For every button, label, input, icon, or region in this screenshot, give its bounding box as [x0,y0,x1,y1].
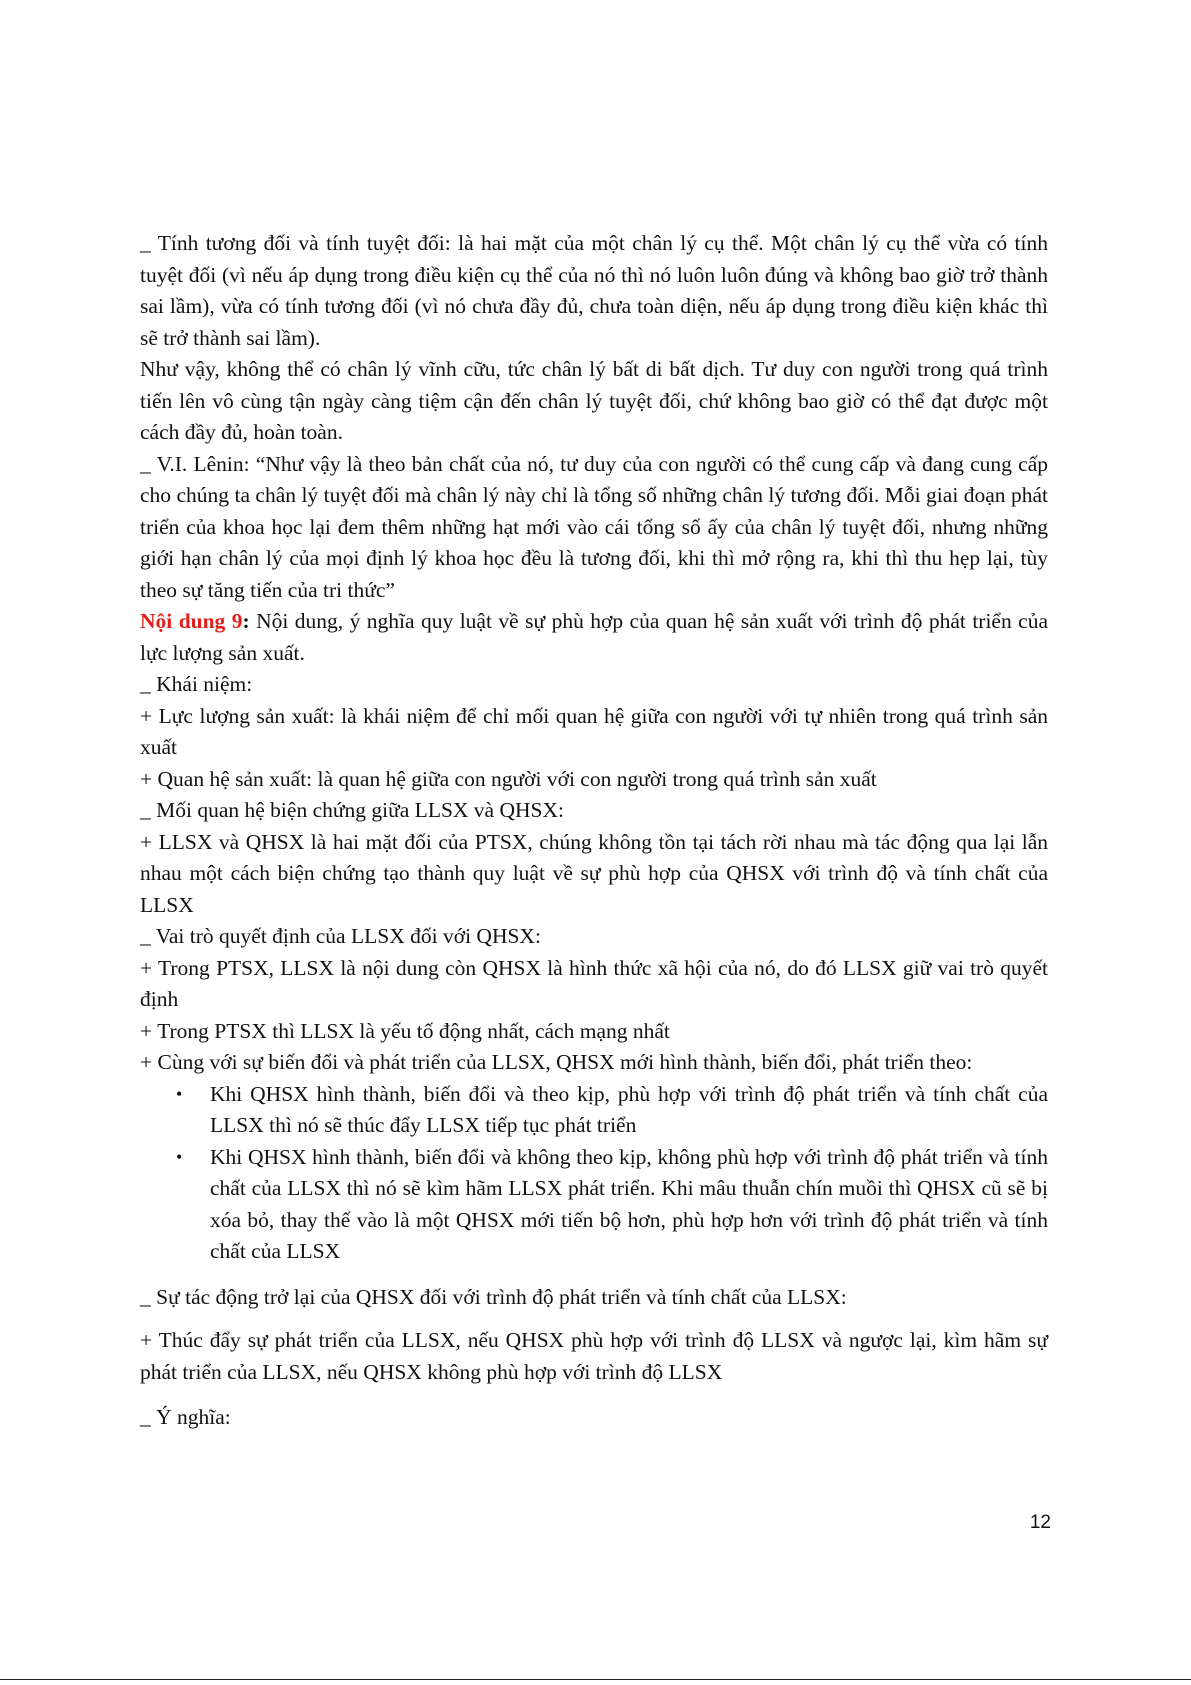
section-heading [140,606,1048,669]
paragraph-feedback-heading: _ Sự tác động trở lại của QHSX đối với trình độ phát triển và tính chất của LLSX: [140,1284,847,1309]
section-label: Nội dung 9 [140,609,243,633]
paragraph-decisive-role-heading: _ Vai trò quyết định của LLSX đối với QHSX: [140,924,541,948]
list-item-text: Khi QHSX hình thành, biến đổi và theo kịp, phù hợp với trình độ phát triển và tính chất của LLSX thì nó sẽ thúc đẩy LLSX tiếp tục phát triển [210,1081,1048,1137]
paragraph-meaning-heading: _ Ý nghĩa: [140,1405,231,1429]
page-body [140,228,1048,1434]
paragraph-eternal-truth: Như vậy, không thể có chân lý vĩnh cữu, tức chân lý bất di bất dịch. Tư duy con người trong quá trình tiến lên vô cùng tận ngày càng tiệm cận đến chân lý tuyệt đối, chứ không bao giờ có thể đạt được một cách đầy đủ, hoàn toàn. [140,357,1048,444]
paragraph-lenin-quote: _ V.I. Lênin: “Như vậy là theo bản chất của nó, tư duy của con người có thể cung cấp và đang cung cấp cho chúng ta chân lý tuyệt đối mà chân lý này chỉ là tổng số những chân lý tương đối. Mỗi giai đoạn phát triển của khoa học lại đem thêm những hạt mới vào cái tổng số ấy của chân lý tuyệt đối, nhưng những giới hạn chân lý của mọi định lý khoa học đều là tương đối, khi thì mở rộng ra, khi thì thu hẹp lại, tùy theo sự tăng tiến của tri thức” [140,451,1048,602]
bullet-icon: • [176,1083,183,1104]
bullet-icon: • [176,1146,183,1167]
paragraph-dialectic-heading: _ Mối quan hệ biện chứng giữa LLSX và QHSX: [140,798,564,822]
paragraph-change-together: + Cùng với sự biến đổi và phát triển của LLSX, QHSX mới hình thành, biến đổi, phát triển theo: [140,1050,973,1074]
paragraph-relative-absolute: _ Tính tương đối và tính tuyệt đối: là hai mặt của một chân lý cụ thể. Một chân lý cụ thể vừa có tính tuyệt đối (vì nếu áp dụng trong điều kiện cụ thể của nó thì nó luôn luôn đúng và không bao giờ trở thành sai lầm), vừa có tính tương đối (vì nó chưa đầy đủ, chưa toàn diện, nếu áp dụng trong điều kiện khác thì sẽ trở thành sai lầm). [140,231,1048,350]
paragraph-most-dynamic: + Trong PTSX thì LLSX là yếu tố động nhất, cách mạng nhất [140,1018,670,1043]
page-number: 12 [1029,1512,1051,1533]
footer-divider [0,1679,1191,1680]
bullet-list [140,1079,1048,1268]
list-item [176,1079,1048,1142]
paragraph-content-form: + Trong PTSX, LLSX là nội dung còn QHSX là hình thức xã hội của nó, do đó LLSX giữ vai trò quyết định [140,955,1048,1011]
list-item-text: Khi QHSX hình thành, biến đổi và không theo kịp, không phù hợp với trình độ phát triển và tính chất của LLSX thì nó sẽ kìm hãm LLSX phát triển. Khi mâu thuẫn chín muồi thì QHSX cũ sẽ bị xóa bỏ, thay thế vào là một QHSX mới tiến bộ hơn, phù hợp hơn với trình độ phát triển và tính chất của LLSX [210,1144,1048,1263]
list-item [176,1142,1048,1268]
section-colon: : [242,609,250,633]
paragraph-dialectic: + LLSX và QHSX là hai mặt đối của PTSX, chúng không tồn tại tách rời nhau mà tác động qua lại lẫn nhau một cách biện chứng tạo thành quy luật về sự phù hợp của QHSX với trình độ và tính chất của LLSX [140,829,1048,917]
section-title: Nội dung, ý nghĩa quy luật về sự phù hợp của quan hệ sản xuất với trình độ phát triển của lực lượng sản xuất. [140,609,1048,665]
paragraph-concept: _ Khái niệm: [140,672,253,696]
paragraph-production-relations: + Quan hệ sản xuất: là quan hệ giữa con người với con người trong quá trình sản xuất [140,766,877,791]
paragraph-feedback: + Thúc đẩy sự phát triển của LLSX, nếu QHSX phù hợp với trình độ LLSX và ngược lại, kìm hãm sự phát triển của LLSX, nếu QHSX không phù hợp với trình độ LLSX [140,1328,1048,1384]
paragraph-productive-forces: + Lực lượng sản xuất: là khái niệm để chỉ mối quan hệ giữa con người với tự nhiên trong quá trình sản xuất [140,703,1048,759]
